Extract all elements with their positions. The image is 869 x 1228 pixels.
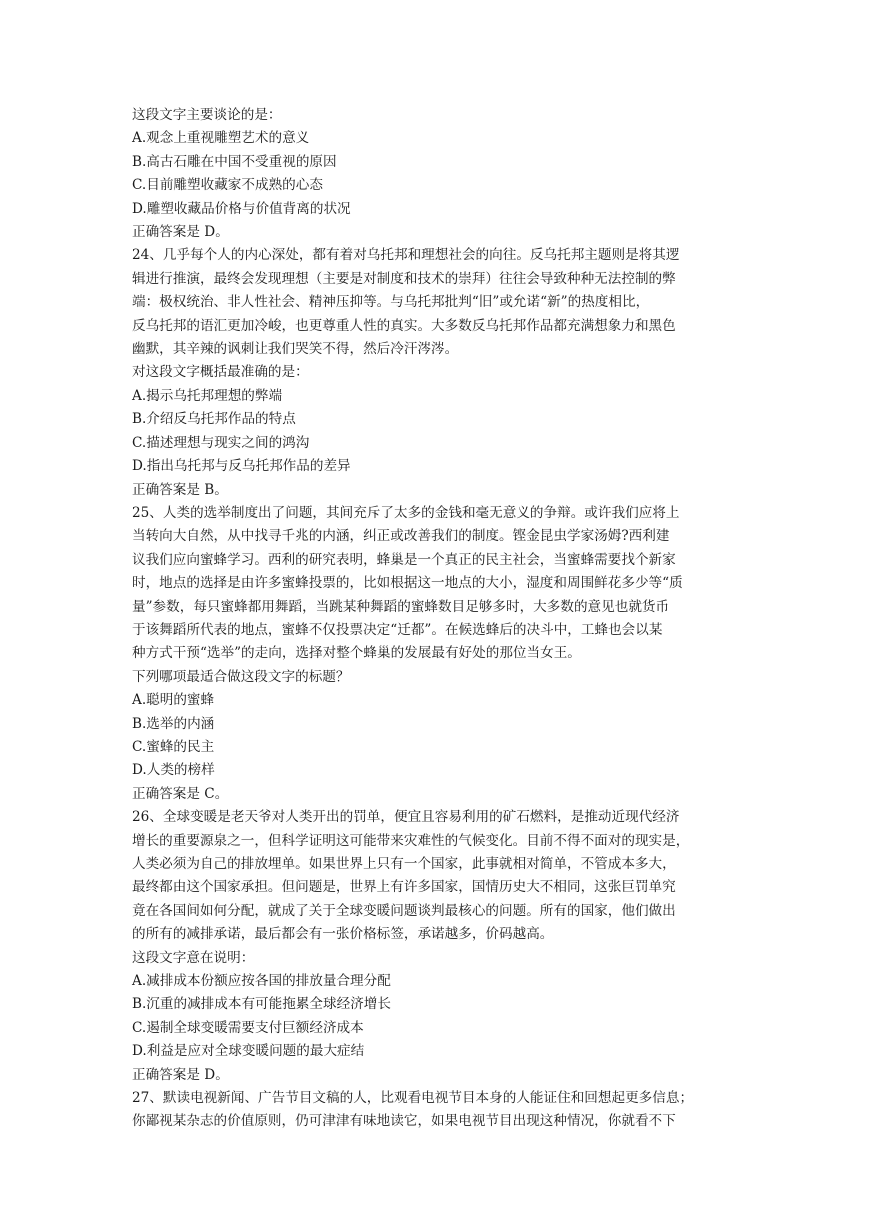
question-prompt: 这段文字主要谈论的是： — [132, 107, 282, 123]
answer-option: A.减排成本份额应按各国的排放量合理分配 — [132, 973, 391, 990]
paragraph-line: 的所有的减排承诺，最后都会有一张价格标签，承诺越多，价码越高。 — [132, 926, 554, 943]
paragraph-line: 26、全球变暖是老天爷对人类开出的罚单，便宜且容易利用的矿石燃料，是推动近现代经济 — [132, 809, 680, 826]
correct-answer: 正确答案是 B。 — [132, 481, 228, 498]
paragraph-line: 增长的重要源泉之一，但科学证明这可能带来灾难性的气候变化。目前不得不面对的现实是， — [132, 832, 690, 849]
question-prompt: 下列哪项最适合做这段文字的标题？ — [132, 668, 350, 685]
correct-answer: 正确答案是 D。 — [132, 1066, 229, 1083]
answer-option: C.蜜蜂的民主 — [132, 738, 215, 755]
answer-option: A.聪明的蜜蜂 — [132, 692, 215, 709]
answer-option: A.揭示乌托邦理想的弊端 — [132, 387, 283, 404]
paragraph-line: 24、几乎每个人的内心深处，都有着对乌托邦和理想社会的向往。反乌托邦主题则是将其逻 — [132, 247, 680, 264]
answer-option: D.雕塑收藏品价格与价值背离的状况 — [132, 200, 351, 217]
answer-option: A.观念上重视雕塑艺术的意义 — [132, 130, 310, 147]
answer-option: B.高古石雕在中国不受重视的原因 — [132, 153, 337, 170]
paragraph-line: 议我们应向蜜蜂学习。西利的研究表明，蜂巢是一个真正的民主社会，当蜜蜂需要找个新家 — [132, 551, 676, 568]
paragraph-line: 你鄙视某杂志的价值原则，仍可津津有味地读它，如果电视节目出现这种情况，你就看不下 — [132, 1113, 676, 1130]
answer-option: C.目前雕塑收藏家不成熟的心态 — [132, 177, 323, 194]
correct-answer: 正确答案是 C。 — [132, 785, 229, 802]
question-stem-paragraph — [132, 244, 740, 361]
paragraph-line: 27、默读电视新闻、广告节目文稿的人，比观看电视节目本身的人能证住和回想起更多信息； — [132, 1090, 694, 1107]
answer-option: D.指出乌托邦与反乌托邦作品的差异 — [132, 458, 351, 475]
answer-option: D.人类的榜样 — [132, 762, 215, 779]
answer-option: B.选举的内涵 — [132, 715, 215, 732]
question-prompt: 对这段文字概括最准确的是： — [132, 364, 309, 381]
document-page — [132, 104, 740, 1134]
question-stem-paragraph — [132, 1087, 740, 1134]
paragraph-line: 25、人类的选举制度出了问题，其间充斥了太多的金钱和毫无意义的争辩。或许我们应将上 — [132, 504, 680, 521]
question-stem-paragraph — [132, 502, 740, 666]
answer-option: C.描述理想与现实之间的鸿沟 — [132, 434, 310, 451]
paragraph-line: 幽默，其辛辣的讽刺让我们哭笑不得，然后冷汗涔涔。 — [132, 341, 459, 358]
paragraph-line: 人类必须为自己的排放埋单。如果世界上只有一个国家，此事就相对简单，不管成本多大， — [132, 856, 676, 872]
answer-option: B.沉重的减排成本有可能拖累全球经济增长 — [132, 996, 391, 1013]
paragraph-line: 量”参数，每只蜜蜂都用舞蹈，当跳某种舞蹈的蜜蜂数目足够多时，大多数的意见也就货币 — [132, 598, 670, 615]
paragraph-line: 时，地点的选择是由许多蜜蜂投票的，比如根据这一地点的大小，湿度和周围鲜花多少等“质 — [132, 575, 683, 592]
answer-option: C.遏制全球变暖需要支付巨额经济成本 — [132, 1019, 364, 1036]
paragraph-line: 当转向大自然，从中找寻千兆的内涵，纠正或改善我们的制度。铿金昆虫学家汤姆?西利建 — [132, 528, 670, 545]
question-prompt: 这段文字意在说明： — [132, 949, 255, 966]
paragraph-line: 于该舞蹈所代表的地点，蜜蜂不仅投票决定“迁都”。在候选蜂后的决斗中，工蜂也会以某 — [132, 621, 663, 638]
paragraph-line: 种方式干预“选举”的走向，选择对整个蜂巢的发展最有好处的那位当女王。 — [132, 645, 581, 662]
question-stem-paragraph — [132, 806, 740, 946]
paragraph-line: 辑进行推演，最终会发现理想（主要是对制度和技术的崇拜）往往会导致种种无法控制的弊 — [132, 270, 676, 287]
answer-option: B.介绍反乌托邦作品的特点 — [132, 411, 296, 428]
paragraph-line: 竟在各国间如何分配，就成了关于全球变暖问题谈判最核心的问题。所有的国家，他们做出 — [132, 902, 676, 919]
paragraph-line: 最终都由这个国家承担。但问题是，世界上有许多国家，国情历史大不相同，这张巨罚单究 — [132, 879, 676, 896]
paragraph-line: 反乌托邦的语汇更加冷峻，也更尊重人性的真实。大多数反乌托邦作品都充满想象力和黑色 — [132, 317, 676, 334]
correct-answer: 正确答案是 D。 — [132, 224, 229, 241]
paragraph-line: 端：极权统治、非人性社会、精神压抑等。与乌托邦批判“旧”或允诺“新”的热度相比， — [132, 294, 650, 311]
answer-option: D.利益是应对全球变暖问题的最大症结 — [132, 1043, 365, 1060]
